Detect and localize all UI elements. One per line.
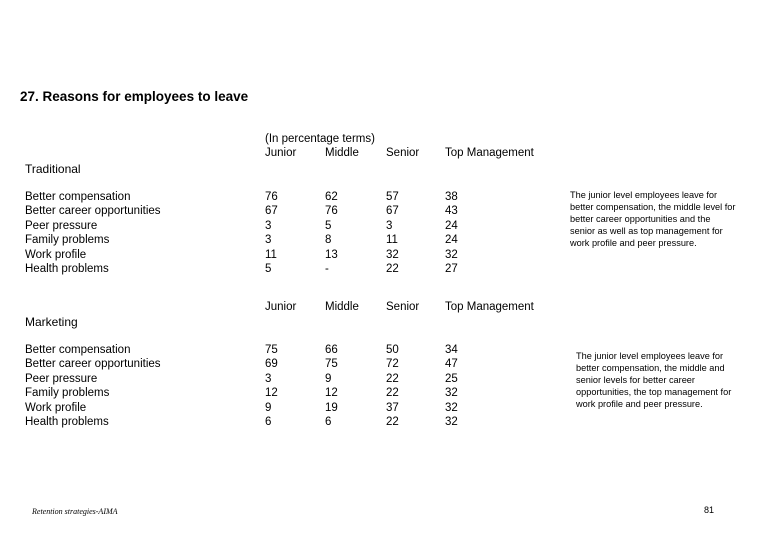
header-middle: Middle [325,147,359,159]
marketing-middle-column [325,343,338,429]
cell: 6 [265,416,272,429]
note-line: The junior level employees leave for [576,351,724,361]
cell: 67 [386,205,399,218]
row-label: Family problems [25,387,110,400]
marketing-junior-column [265,343,278,429]
cell: 24 [445,234,458,247]
cell: 38 [445,191,458,203]
row-label: Peer pressure [25,372,98,385]
traditional-labels [25,190,161,276]
cell: 22 [386,387,399,400]
cell: 32 [445,387,458,400]
note-line: better career opportunities and the [570,214,711,224]
cell: 3 [265,234,272,247]
header-senior: Senior [386,147,420,159]
section-title-traditional: Traditional [25,162,81,176]
cell: 32 [445,416,458,429]
cell: 32 [386,248,399,261]
row-label: Health problems [25,416,109,429]
cell: 13 [325,248,338,261]
traditional-middle-column [325,190,338,276]
marketing-senior-column [386,343,399,429]
marketing-note [576,350,731,410]
row-label: Family problems [25,234,110,247]
unit-note: (In percentage terms) [265,133,375,145]
footer-source: Retention strategies-AIMA [32,507,118,516]
cell: 27 [445,263,458,276]
cell: 67 [265,205,278,218]
cell: 22 [386,372,399,385]
row-label: Better career opportunities [25,205,161,218]
cell: 8 [325,234,332,247]
page-number: 81 [704,505,715,515]
note-line: The junior level employees leave for [570,190,718,200]
cell: 50 [386,344,399,356]
cell: 57 [386,191,399,203]
cell: 9 [265,401,272,414]
note-line: senior as well as top management for [570,226,723,236]
section-title-marketing: Marketing [25,315,78,329]
cell: 76 [265,191,278,203]
cell: 37 [386,401,399,414]
cell: 22 [386,416,399,429]
traditional-top-column [445,190,458,276]
header-middle: Middle [325,301,359,313]
cell: 24 [445,219,458,232]
cell: 9 [325,372,332,385]
header-junior: Junior [265,301,297,313]
cell: 6 [325,416,332,429]
header-top-management: Top Management [445,301,534,313]
note-line: better compensation, the middle and [576,363,725,373]
note-line: opportunities, the top management for [576,387,732,397]
cell: 66 [325,344,338,356]
cell: 12 [325,387,338,400]
page-title: 27. Reasons for employees to leave [20,89,249,104]
marketing-labels [25,343,161,429]
cell: 32 [445,248,458,261]
row-label: Better compensation [25,344,131,356]
cell: 43 [445,205,458,218]
cell: 75 [265,344,278,356]
cell: 25 [445,372,458,385]
cell: 11 [265,248,277,261]
cell: 3 [265,219,272,232]
cell: 5 [325,219,332,232]
cell: 32 [445,401,458,414]
cell: 62 [325,191,338,203]
cell: - [325,263,329,276]
cell: 3 [386,219,393,232]
header-top-management: Top Management [445,147,534,159]
cell: 22 [386,263,399,276]
traditional-junior-column [265,190,278,276]
row-label: Health problems [25,263,109,276]
cell: 5 [265,263,272,276]
cell: 3 [265,372,272,385]
header-senior: Senior [386,301,420,313]
row-label: Work profile [25,401,87,414]
row-label: Work profile [25,248,87,261]
cell: 69 [265,358,278,371]
cell: 11 [386,234,398,247]
note-line: senior levels for better career [576,375,695,385]
cell: 34 [445,344,458,356]
row-label: Better compensation [25,191,131,203]
cell: 47 [445,358,458,371]
traditional-senior-column [386,190,399,276]
cell: 72 [386,358,399,371]
note-line: better compensation, the middle level for [570,202,736,212]
traditional-note [570,189,735,249]
note-line: work profile and peer pressure. [576,399,703,409]
cell: 19 [325,401,338,414]
header-junior: Junior [265,147,297,159]
row-label: Better career opportunities [25,358,161,371]
note-line: work profile and peer pressure. [570,238,697,248]
marketing-top-column [445,343,458,429]
cell: 75 [325,358,338,371]
cell: 12 [265,387,278,400]
cell: 76 [325,205,338,218]
row-label: Peer pressure [25,219,98,232]
